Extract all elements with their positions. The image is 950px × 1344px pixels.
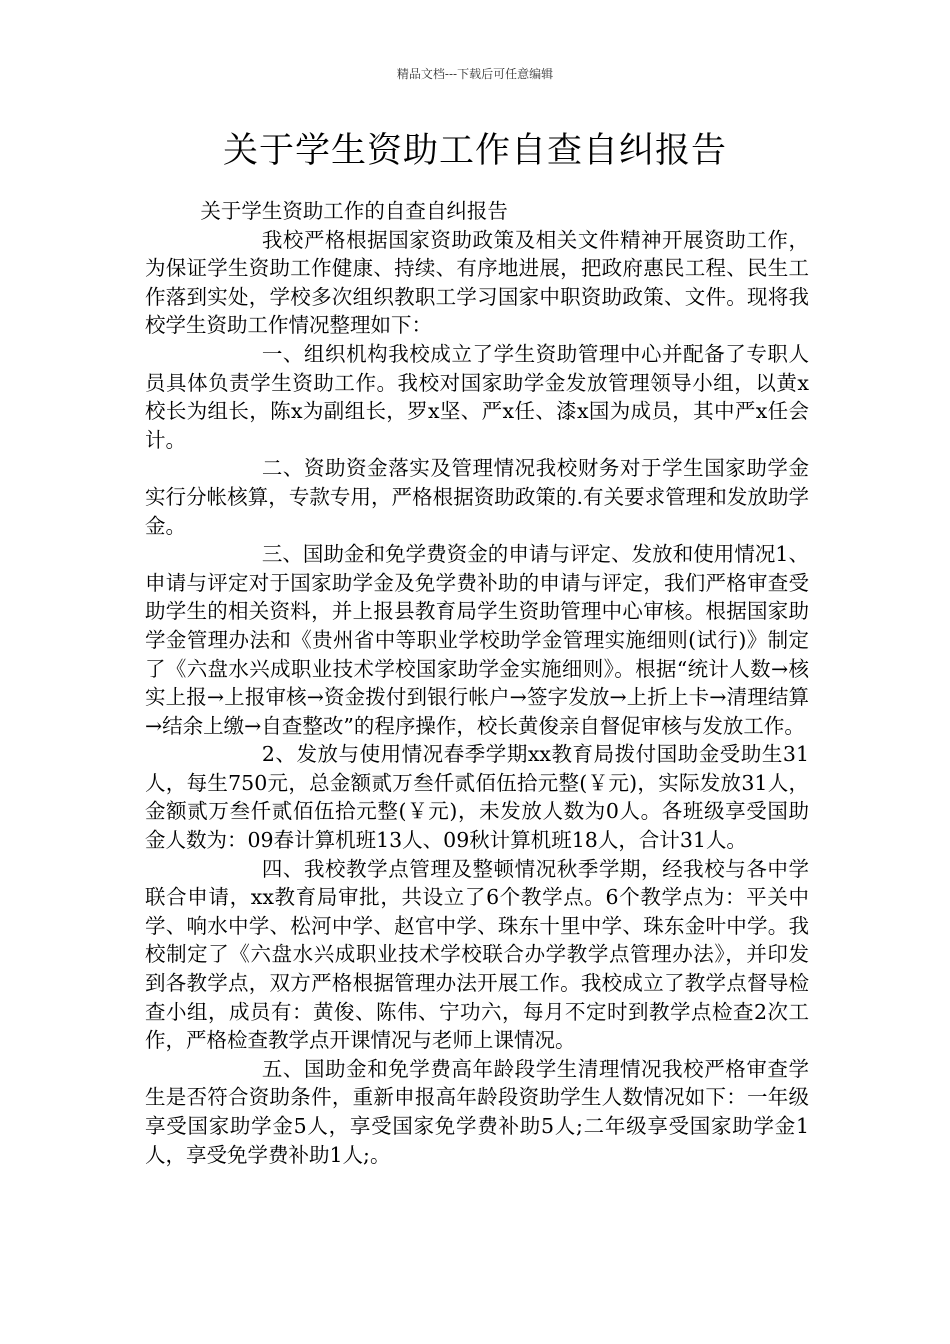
document-body [145, 197, 809, 1169]
paragraph-funds-management: 二、资助资金落实及管理情况我校财务对于学生国家助学金实行分帐核算，专款专用，严格根据资助政策的.有关要求管理和发放助学金。 [145, 456, 809, 538]
paragraph-teaching-sites: 四、我校教学点管理及整顿情况秋季学期，经我校与各中学联合申请，xx教育局审批，共设立了6个教学点。6个教学点为：平关中学、响水中学、松河中学、赵官中学、珠东十里中学、珠东金叶中学。我校制定了《六盘水兴成职业技术学校联合办学教学点管理办法》，并印发到各教学点，双方严格根据管理办法开展工作。我校成立了教学点督导检查小组，成员有：黄俊、陈伟、宁功六，每月不定时到教学点检查2次工作，严格检查教学点开课情况与老师上课情况。 [145, 856, 809, 1053]
document-title: 关于学生资助工作自查自纠报告 [222, 131, 727, 171]
paragraph-organization: 一、组织机构我校成立了学生资助管理中心并配备了专职人员具体负责学生资助工作。我校对国家助学金发放管理领导小组，以黄x校长为组长，陈x为副组长，罗x坚、严x任、漆x国为成员，其中严x任会计。 [145, 341, 809, 452]
paragraph-distribution-usage: 2、发放与使用情况春季学期xx教育局拨付国助金受助生31人，每生750元，总金额贰万叁仟贰佰伍拾元整(￥元)，实际发放31人，金额贰万叁仟贰佰伍拾元整(￥元)，未发放人数为0人。各班级享受国助金人数为：09春计算机班13人、09秋计算机班18人，合计31人。 [145, 742, 809, 853]
page-header-note: 精品文档---下载后可任意编辑 [396, 67, 554, 81]
paragraph-age-cleanup: 五、国助金和免学费高年龄段学生清理情况我校严格审查学生是否符合资助条件，重新申报高年龄段资助学生人数情况如下：一年级享受国家助学金5人，享受国家免学费补助5人;二年级享受国家助学金1人，享受免学费补助1人;。 [145, 1056, 809, 1167]
document-subtitle: 关于学生资助工作的自查自纠报告 [200, 199, 508, 223]
paragraph-intro: 我校严格根据国家资助政策及相关文件精神开展资助工作，为保证学生资助工作健康、持续、有序地进展，把政府惠民工程、民生工作落到实处，学校多次组织教职工学习国家中职资助政策、文件。现将我校学生资助工作情况整理如下： [145, 227, 809, 338]
paragraph-application-review: 三、国助金和免学费资金的申请与评定、发放和使用情况1、申请与评定对于国家助学金及免学费补助的申请与评定，我们严格审查受助学生的相关资料，并上报县教育局学生资助管理中心审核。根据国家助学金管理办法和《贵州省中等职业学校助学金管理实施细则(试行)》制定了《六盘水兴成职业技术学校国家助学金实施细则》。根据“统计人数→核实上报→上报审核→资金拨付到银行帐户→签字发放→上折上卡→清理结算→结余上缴→自查整改”的程序操作，校长黄俊亲自督促审核与发放工作。 [145, 542, 809, 738]
